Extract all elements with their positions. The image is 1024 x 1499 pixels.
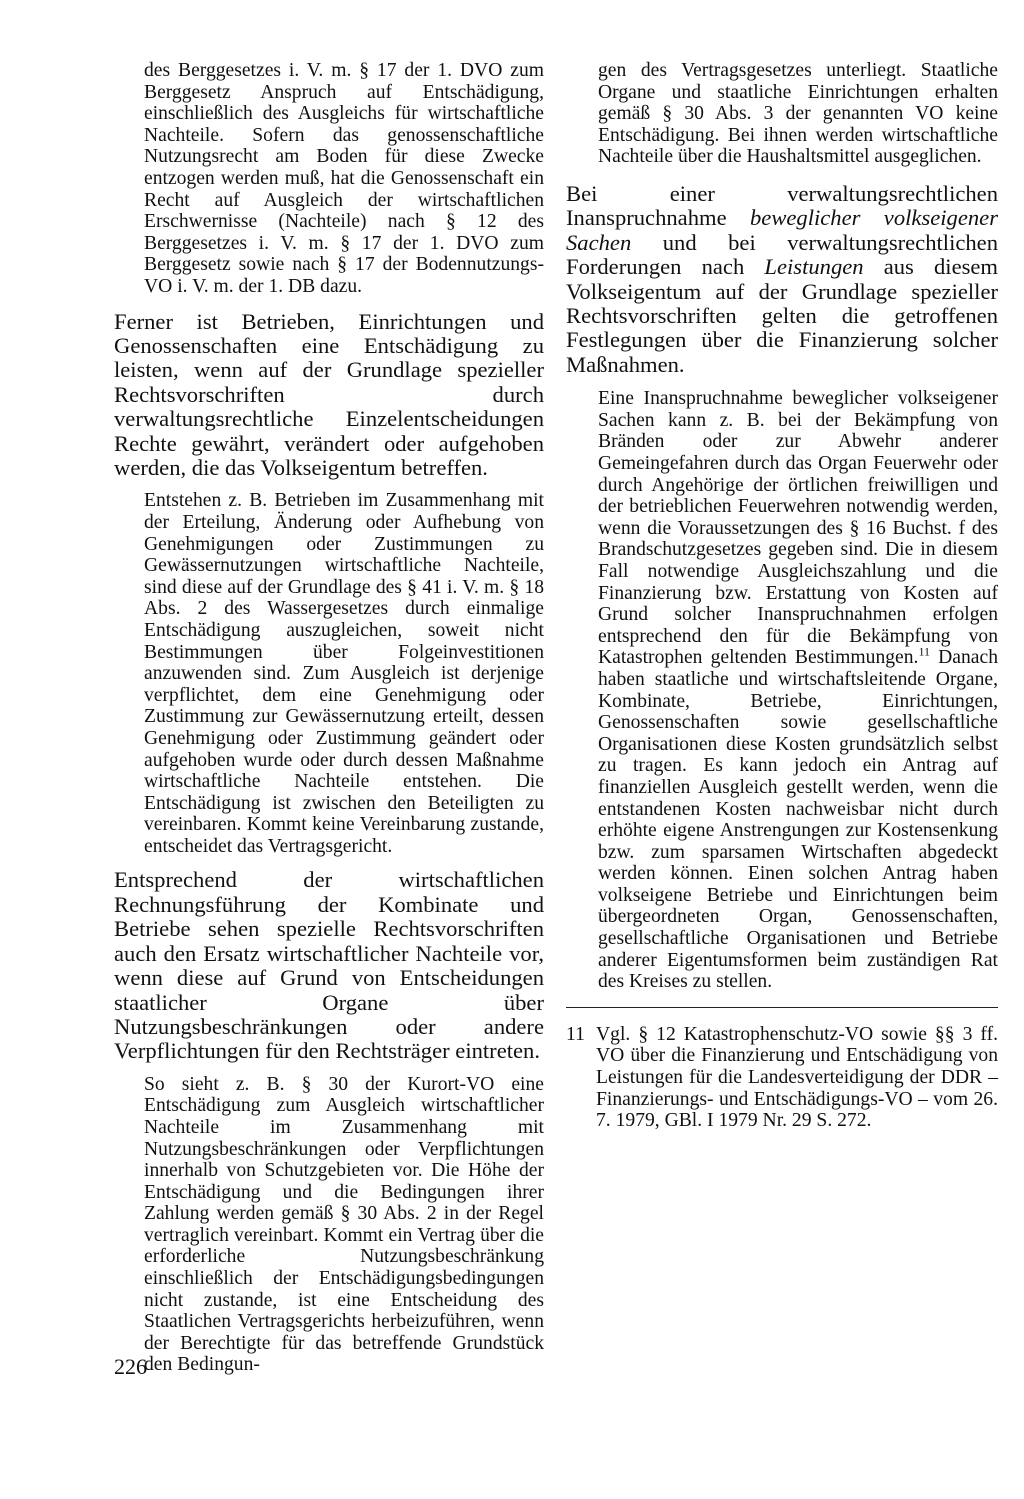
paragraph-bewegliche-sachen (566, 182, 998, 377)
paragraph-wirtschaftliche-rechnungsfuehrung: Entsprechend der wirtschaftlichen Rechnungsführung der Kombinate und Betriebe sehen spezielle Rechtsvorschriften auch den Ersatz wirtschaftlicher Nachteile vor, wenn diese auf Grund von Entscheidungen staatlicher Organe über Nutzungsbeschränkungen oder andere Verpflichtungen für den Rechtsträger eintreten. (114, 867, 544, 1064)
footnote-text: Vgl. § 12 Katastrophenschutz-VO sowie §§ 3 ff. VO über die Finanzierung und Entschädigung von Leistungen für die Landesverteidigung der DDR – Finanzierungs- und Entschädigungs-VO – vom 26. 7. 1979, GBl. I 1979 Nr. 29 S. 272. (596, 1023, 998, 1132)
paragraph-berggesetz: des Berggesetzes i. V. m. § 17 der 1. DVO zum Berggesetz Anspruch auf Entschädigung, einschließlich des Ausgleichs für wirtschaftliche Nachteile. Sofern das genossenschaftliche Nutzungsrecht am Boden für diese Zwecke entzogen werden muß, hat die Genossenschaft ein Recht auf Ausgleich der wirtschaftlichen Erschwernisse (Nachteile) nach § 12 des Berggesetzes i. V. m. § 17 der 1. DVO zum Berggesetz sowie nach § 17 der Bodennutzungs-VO i. V. m. der 1. DB dazu. (144, 60, 544, 297)
paragraph-entschaedigung-betriebe: Ferner ist Betrieben, Einrichtungen und Genossenschaften eine Entschädigung zu leisten, wenn auf der Grundlage spezieller Rechtsvorschriften durch verwaltungsrechtliche Einzelentscheidungen Rechte gewährt, verändert oder aufgehoben werden, die das Volkseigentum betreffen. (114, 308, 544, 480)
emphasis-leistungen: Leistungen (764, 254, 864, 280)
paragraph-kurort-vo: So sieht z. B. § 30 der Kurort-VO eine Entschädigung zum Ausgleich wirtschaftlicher Nachteile im Zusammenhang mit Nutzungsbeschränkungen oder Verpflichtungen innerhalb von Schutzgebieten vor. Die Höhe der Entschädigung und die Bedingungen ihrer Zahlung werden gemäß § 30 Abs. 2 in der Regel vertraglich vereinbart. Kommt ein Vertrag über die erforderliche Nutzungsbeschränkung einschließlich der Entschädigungsbedingungen nicht zustande, ist eine Entscheidung des Staatlichen Vertragsgerichts herbeizuführen, wenn der Berechtigte für das betreffende Grundstück den Bedingun- (144, 1073, 544, 1376)
footnote-number: 11 (566, 1023, 585, 1045)
paragraph-vertragsgesetz: gen des Vertragsgesetzes unterliegt. Staatliche Organe und staatliche Einrichtungen erhalten gemäß § 30 Abs. 3 der genannten VO keine Entschädigung. Bei ihnen werden wirtschaftliche Nachteile über die Haushaltsmittel ausgeglichen. (598, 60, 998, 168)
page-number: 226 (114, 1354, 147, 1379)
footnote (566, 1024, 998, 1132)
text-run: Bei einer verwaltungsrechtlichen Inanspruchnahme (566, 180, 998, 231)
paragraph-wassergesetz: Entstehen z. B. Betrieben im Zusammenhang mit der Erteilung, Änderung oder Aufhebung von Genehmigungen oder Zustimmungen zu Gewässernutzungen wirtschaftliche Nachteile, sind diese auf der Grundlage des § 41 i. V. m. § 18 Abs. 2 des Wassergesetzes durch einmalige Entschädigung auszugleichen, soweit nicht Bestimmungen über Folgeinvestitionen anzuwenden sind. Zum Ausgleich ist derjenige verpflichtet, dem eine Genehmigung oder Zustimmung zur Gewässernutzung erteilt, dessen Genehmigung oder Zustimmung geändert oder aufgehoben wurde oder durch dessen Maßnahme wirtschaftliche Nachteile entstehen. Die Entschädigung ist zwischen den Beteiligten zu vereinbaren. Kommt keine Vereinbarung zustande, entscheidet das Vertragsgericht. (144, 490, 544, 857)
paragraph-brandschutz (566, 388, 998, 993)
text-run: und bei verwaltungsrechtlichen Forderungen nach (566, 229, 998, 280)
text-run: Eine Inanspruchnahme beweglicher volkseigener Sachen kann z. B. bei der Bekämpfung von Bränden oder zur Abwehr anderer Gemeingefahren durch das Organ Feuerwehr oder durch Angehörige der örtlichen freiwilligen und der betrieblichen Feuerwehren notwendig werden, wenn die Voraussetzungen des § 16 Buchst. f des Brandschutzgesetzes gegeben sind. Die in diesem Fall notwendige Ausgleichszahlung und die Finanzierung bzw. Erstattung von Kosten auf Grund solcher Inanspruchnahmen erfolgen entsprechend den für die Bekämpfung von Katastrophen geltenden Bestimmungen. (598, 388, 998, 669)
footnote-reference[interactable]: 11 (918, 644, 931, 659)
footnote-divider (566, 1007, 998, 1008)
emphasis-bewegliche-sachen: beweglicher volkseigener Sachen (566, 205, 998, 255)
right-column (566, 60, 998, 1132)
left-column (114, 60, 544, 1387)
text-run: aus diesem Volkseigentum auf der Grundlage spezieller Rechtsvorschriften gelten die getroffenen Festlegungen über die Finanzierung solcher Maßnahmen. (566, 254, 998, 377)
text-run: Danach haben staatliche und wirtschaftsleitende Organe, Kombinate, Betriebe, Einrichtungen, Genossenschaften sowie gesellschaftliche Organisationen diese Kosten grundsätzlich selbst zu tragen. Es kann jedoch ein Antrag auf finanziellen Ausgleich gestellt werden, wenn die entstandenen Kosten nachweisbar nicht durch erhöhte eigene Anstrengungen zur Kostensenkung bzw. zum sparsamen Wirtschaften abgedeckt werden können. Einen solchen Antrag haben volkseigene Betriebe und Einrichtungen beim übergeordneten Organ, Genossenschaften, gesellschaftliche Organisationen und Betriebe anderer Eigentumsformen beim zuständigen Rat des Kreises zu stellen. (598, 647, 998, 993)
